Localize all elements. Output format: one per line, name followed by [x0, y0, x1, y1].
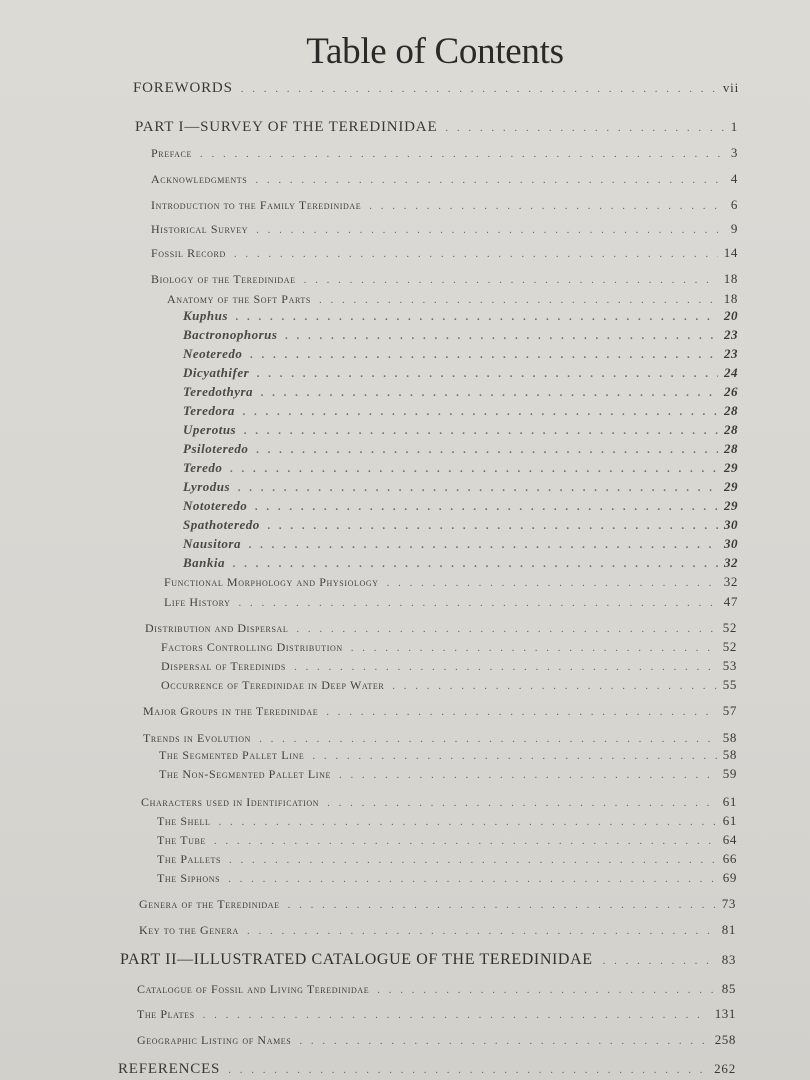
toc-entry-page: 1 [730, 119, 738, 134]
toc-entry-genus [183, 479, 738, 495]
leader-dots [243, 406, 718, 418]
leader-dots [233, 558, 718, 570]
leader-dots [261, 387, 718, 399]
toc-entry-biology [151, 271, 738, 287]
toc-entry-page: 26 [724, 384, 738, 399]
toc-entry-label: Preface [151, 146, 192, 160]
toc-entry-page: 64 [722, 832, 737, 847]
leader-dots [259, 733, 717, 745]
toc-entry-trends [143, 730, 737, 746]
toc-entry-geographic [137, 1032, 736, 1048]
toc-entry-label: Historical Survey [151, 222, 249, 236]
leader-dots [387, 577, 718, 589]
toc-entry-page: 9 [730, 221, 738, 236]
toc-entry-label: Psiloteredo [183, 441, 249, 456]
toc-entry-label: Nototeredo [183, 498, 248, 513]
toc-entry-genus [183, 517, 738, 533]
toc-entry-genus [183, 460, 738, 476]
toc-entry-page: 131 [714, 1006, 736, 1021]
leader-dots [257, 368, 718, 380]
toc-entry-page: 52 [722, 639, 737, 654]
toc-entry-part-i [135, 119, 738, 136]
toc-entry-segmented [159, 747, 737, 763]
toc-entry-page: 29 [724, 460, 738, 475]
toc-entry-page: 58 [722, 747, 737, 762]
toc-entry-key [139, 922, 736, 938]
leader-dots [249, 539, 718, 551]
toc-entry-page: 18 [723, 271, 738, 286]
toc-entry-page: 53 [722, 658, 737, 673]
toc-entry-page: 47 [723, 594, 738, 609]
toc-entry-genus [183, 403, 738, 419]
toc-entry-genus [183, 346, 738, 362]
leader-dots [603, 955, 714, 967]
toc-entry-dispersal [161, 658, 737, 674]
toc-entry-plates [137, 1006, 736, 1022]
leader-dots [377, 984, 716, 996]
toc-entry-page: 83 [721, 952, 736, 967]
toc-entry-life-history [164, 594, 738, 610]
leader-dots [296, 623, 716, 635]
leader-dots [299, 1035, 708, 1047]
leader-dots [214, 835, 717, 847]
toc-entry-characters [141, 794, 737, 810]
toc-entry-label: The Pallets [157, 852, 222, 866]
toc-entry-genus [183, 441, 738, 457]
toc-entry-label: FOREWORDS [133, 80, 233, 96]
toc-entry-label: Lyrodus [183, 479, 231, 494]
toc-entry-page: 73 [721, 896, 736, 911]
toc-entry-page: 69 [722, 870, 737, 885]
leader-dots [228, 1064, 708, 1076]
toc-entry-label: The Non-Segmented Pallet Line [159, 767, 331, 781]
leader-dots [200, 148, 725, 160]
toc-entry-functional-morphology [164, 574, 738, 590]
toc-entry-major-groups [143, 703, 737, 719]
toc-entry-label: Distribution and Dispersal [145, 621, 289, 635]
toc-entry-page: 61 [722, 794, 737, 809]
toc-entry-deep-water [161, 677, 737, 693]
toc-entry-genus [183, 555, 738, 571]
toc-entry-page: 3 [730, 145, 738, 160]
leader-dots [230, 463, 718, 475]
toc-entry-forewords [133, 80, 739, 97]
leader-dots [229, 854, 717, 866]
leader-dots [241, 83, 717, 95]
toc-entry-page: 28 [724, 441, 738, 456]
toc-entry-page: 85 [721, 981, 736, 996]
toc-entry-references [118, 1061, 736, 1078]
leader-dots [238, 482, 718, 494]
toc-entry-page: 23 [724, 327, 738, 342]
toc-entry-label: Functional Morphology and Physiology [164, 575, 379, 589]
toc-entry-page: 32 [724, 555, 738, 570]
leader-dots [326, 706, 717, 718]
toc-entry-page: 29 [724, 498, 738, 513]
toc-entry-label: Acknowledgments [151, 172, 248, 186]
toc-entry-label: Geographic Listing of Names [137, 1033, 292, 1047]
toc-entry-factors [161, 639, 737, 655]
toc-entry-label: Teredo [183, 460, 223, 475]
toc-entry-preface [151, 145, 738, 161]
toc-entry-tube [157, 832, 737, 848]
toc-entry-label: REFERENCES [118, 1061, 221, 1077]
leader-dots [219, 816, 717, 828]
toc-entry-page: 4 [730, 171, 738, 186]
toc-entry-catalogue [137, 981, 736, 997]
leader-dots [339, 769, 717, 781]
toc-entry-distribution [145, 620, 737, 636]
leader-dots [256, 224, 725, 236]
toc-entry-genera [139, 896, 736, 912]
toc-entry-label: PART I—SURVEY OF THE TEREDINIDAE [135, 119, 438, 135]
leader-dots [312, 750, 716, 762]
toc-entry-shell [157, 813, 737, 829]
toc-entry-label: Teredora [183, 403, 235, 418]
toc-entry-label: The Tube [157, 833, 206, 847]
toc-entry-label: Genera of the Teredinidae [139, 897, 280, 911]
toc-entry-page: 28 [724, 403, 738, 418]
toc-entry-genus [183, 422, 738, 438]
toc-entry-page: 29 [724, 479, 738, 494]
toc-entry-label: Trends in Evolution [143, 731, 252, 745]
toc-entry-page: 57 [722, 703, 737, 718]
leader-dots [327, 797, 717, 809]
toc-entry-label: Factors Controlling Distribution [161, 640, 343, 654]
toc-entry-genus [183, 365, 738, 381]
toc-entry-acknowledgments [151, 171, 738, 187]
toc-entry-page: 24 [724, 365, 738, 380]
toc-entry-label: Fossil Record [151, 246, 226, 260]
toc-entry-page: 30 [724, 517, 738, 532]
toc-entry-label: Dispersal of Teredinids [161, 659, 286, 673]
toc-entry-non-segmented [159, 766, 737, 782]
leader-dots [203, 1009, 709, 1021]
toc-entry-pallets [157, 851, 737, 867]
toc-entry-label: Catalogue of Fossil and Living Teredinidae [137, 982, 370, 996]
toc-entry-page: 23 [724, 346, 738, 361]
toc-entry-label: Uperotus [183, 422, 237, 437]
leader-dots [294, 661, 717, 673]
leader-dots [319, 294, 718, 306]
toc-entry-page: 52 [722, 620, 737, 635]
toc-entry-introduction [151, 197, 738, 213]
toc-entry-part-ii [120, 951, 736, 969]
toc-entry-label: Major Groups in the Teredinidae [143, 704, 319, 718]
toc-entry-label: PART II—ILLUSTRATED CATALOGUE OF THE TEREDINIDAE [120, 951, 593, 968]
toc-entry-label: The Shell [157, 814, 211, 828]
leader-dots [244, 425, 718, 437]
toc-entry-page: 18 [723, 291, 738, 306]
toc-entry-page: 59 [722, 766, 737, 781]
toc-entry-page: 32 [723, 574, 738, 589]
toc-entry-label: The Siphons [157, 871, 221, 885]
toc-entry-label: The Plates [137, 1007, 195, 1021]
toc-entry-genus [183, 384, 738, 400]
leader-dots [392, 680, 717, 692]
page-title: Table of Contents [306, 31, 564, 72]
toc-entry-anatomy [167, 291, 738, 307]
leader-dots [236, 311, 718, 323]
toc-entry-page: 20 [724, 308, 738, 323]
toc-entry-page: 61 [722, 813, 737, 828]
toc-entry-label: Life History [164, 595, 231, 609]
leader-dots [288, 899, 716, 911]
leader-dots [247, 925, 716, 937]
toc-entry-label: Key to the Genera [139, 923, 239, 937]
toc-entry-label: Dicyathifer [183, 365, 250, 380]
leader-dots [369, 200, 725, 212]
toc-entry-page: 30 [724, 536, 738, 551]
leader-dots [228, 873, 717, 885]
toc-entry-label: Biology of the Teredinidae [151, 272, 296, 286]
toc-entry-page: 6 [730, 197, 738, 212]
leader-dots [250, 349, 718, 361]
toc-entry-label: The Segmented Pallet Line [159, 748, 305, 762]
toc-entry-page: 28 [724, 422, 738, 437]
toc-entry-genus [183, 498, 738, 514]
toc-entry-label: Nausitora [183, 536, 241, 551]
toc-entry-genus [183, 327, 738, 343]
leader-dots [256, 444, 718, 456]
toc-entry-label: Occurrence of Teredinidae in Deep Water [161, 678, 385, 692]
toc-entry-page: 262 [714, 1061, 736, 1076]
leader-dots [239, 597, 718, 609]
leader-dots [304, 274, 718, 286]
toc-entry-page: 81 [721, 922, 736, 937]
toc-entry-label: Bactronophorus [183, 327, 278, 342]
leader-dots [255, 501, 718, 513]
leader-dots [351, 642, 717, 654]
toc-entry-label: Spathoteredo [183, 517, 260, 532]
leader-dots [255, 174, 725, 186]
toc-entry-page: 258 [714, 1032, 736, 1047]
toc-entry-genus [183, 536, 738, 552]
toc-entry-genus [183, 308, 738, 324]
toc-entry-label: Characters used in Identification [141, 795, 320, 809]
toc-entry-page: 66 [722, 851, 737, 866]
leader-dots [285, 330, 718, 342]
leader-dots [268, 520, 718, 532]
toc-entry-page: 14 [723, 245, 738, 260]
toc-entry-label: Bankia [183, 555, 226, 570]
toc-entry-siphons [157, 870, 737, 886]
toc-entry-fossil-record [151, 245, 738, 261]
toc-entry-label: Kuphus [183, 308, 228, 323]
toc-entry-label: Anatomy of the Soft Parts [167, 292, 311, 306]
toc-entry-page: vii [722, 80, 739, 95]
toc-entry-label: Neoteredo [183, 346, 243, 361]
toc-entry-label: Introduction to the Family Teredinidae [151, 198, 362, 212]
toc-entry-historical-survey [151, 221, 738, 237]
leader-dots [445, 122, 724, 134]
toc-entry-page: 55 [722, 677, 737, 692]
leader-dots [234, 248, 718, 260]
toc-entry-page: 58 [722, 730, 737, 745]
toc-entry-label: Teredothyra [183, 384, 254, 399]
